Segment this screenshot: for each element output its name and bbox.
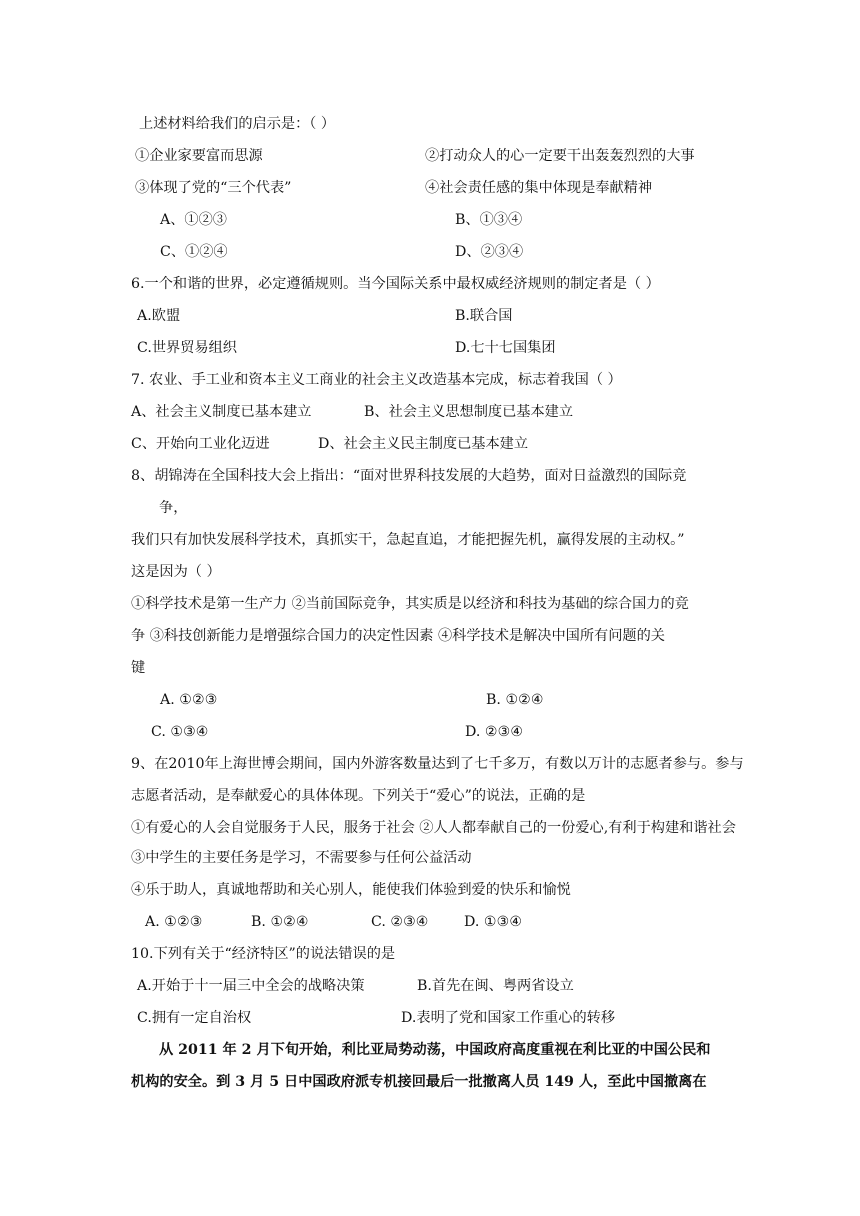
q5-statement-4: ④社会责任感的集中体现是奉献精神 [425,180,653,196]
q5-stem: 上述材料给我们的启示是：（ ） [139,116,336,132]
q10-option-a: A.开始于十一届三中全会的战略决策 [137,978,365,994]
q6-option-d: D.七十七国集团 [455,340,556,356]
q8-option-c: C. ①③④ [151,724,209,740]
q8-option-a: A. ①②③ [160,692,218,708]
q7-option-b: B、社会主义思想制度已基本建立 [364,404,574,420]
q7-option-d: D、社会主义民主制度已基本建立 [318,436,529,452]
q9-line-5: ④乐于助人，真诚地帮助和关心别人，能使我们体验到爱的快乐和愉悦 [131,882,571,898]
q9-option-c: C. ②③④ [371,914,429,930]
q8-line-5: ①科学技术是第一生产力 ②当前国际竞争，其实质是以经济和科技为基础的综合国力的竞 [131,596,689,612]
q10-option-c: C.拥有一定自治权 [137,1010,252,1026]
q9-option-b: B. ①②④ [251,914,309,930]
q8-option-b: B. ①②④ [486,692,544,708]
material-line-1: 从 2011 年 2 月下旬开始，利比亚局势动荡，中国政府高度重视在利比亚的中国公民和 [159,1042,711,1058]
q6-option-c: C.世界贸易组织 [137,340,237,356]
q5-option-a: A、①②③ [160,212,227,228]
q9-line-3: ①有爱心的人会自觉服务于人民，服务于社会 ②人人都奉献自己的一份爱心,有利于构建和谐社会 [131,820,736,836]
q6-option-b: B.联合国 [455,308,513,324]
q7-option-c: C、开始向工业化迈进 [131,436,270,452]
q8-line-3: 我们只有加快发展科学技术，真抓实干，急起直追，才能把握先机，赢得发展的主动权。” [131,532,685,548]
q7-option-a: A、社会主义制度已基本建立 [131,404,312,420]
q9-option-a: A. ①②③ [145,914,203,930]
q9-option-d: D. ①③④ [464,914,523,930]
q8-line-2: 争， [159,500,188,516]
q10-option-b: B.首先在闽、粤两省设立 [417,978,574,994]
q6-option-a: A.欧盟 [137,308,181,324]
q5-option-c: C、①②④ [160,244,228,260]
q5-option-d: D、②③④ [455,244,524,260]
q5-option-b: B、①③④ [455,212,523,228]
q7-stem: 7. 农业、手工业和资本主义工商业的社会主义改造基本完成，标志着我国（ ） [131,372,622,388]
q9-line-2: 志愿者活动，是奉献爱心的具体体现。下列关于“爱心”的说法，正确的是 [131,788,586,804]
q8-option-d: D. ②③④ [465,724,524,740]
q5-statement-1: ①企业家要富而思源 [135,148,263,164]
q5-statement-3: ③体现了党的“三个代表” [135,180,292,196]
q10-stem: 10.下列有关于“经济特区”的说法错误的是 [131,946,396,962]
q9-line-4: ③中学生的主要任务是学习，不需要参与任何公益活动 [131,850,472,866]
q8-line-6: 争 ③科技创新能力是增强综合国力的决定性因素 ④科学技术是解决中国所有问题的关 [131,628,665,644]
q10-option-d: D.表明了党和国家工作重心的转移 [401,1010,616,1026]
material-line-2: 机构的安全。到 3 月 5 日中国政府派专机接回最后一批撤离人员 149 人，至此中国撤离在 [131,1074,707,1090]
q8-line-1: 8、胡锦涛在全国科技大会上指出：“面对世界科技发展的大趋势，面对日益激烈的国际竞 [131,468,687,484]
q5-statement-2: ②打动众人的心一定要干出轰轰烈烈的大事 [425,148,695,164]
q6-stem: 6.一个和谐的世界，必定遵循规则。当今国际关系中最权威经济规则的制定者是（ ） [131,276,660,292]
q8-line-4: 这是因为（ ） [131,564,221,580]
q8-line-7: 键 [131,660,146,676]
q9-line-1: 9、在2010年上海世博会期间，国内外游客数量达到了七千多万，有数以万计的志愿者参与。参与 [131,756,744,772]
